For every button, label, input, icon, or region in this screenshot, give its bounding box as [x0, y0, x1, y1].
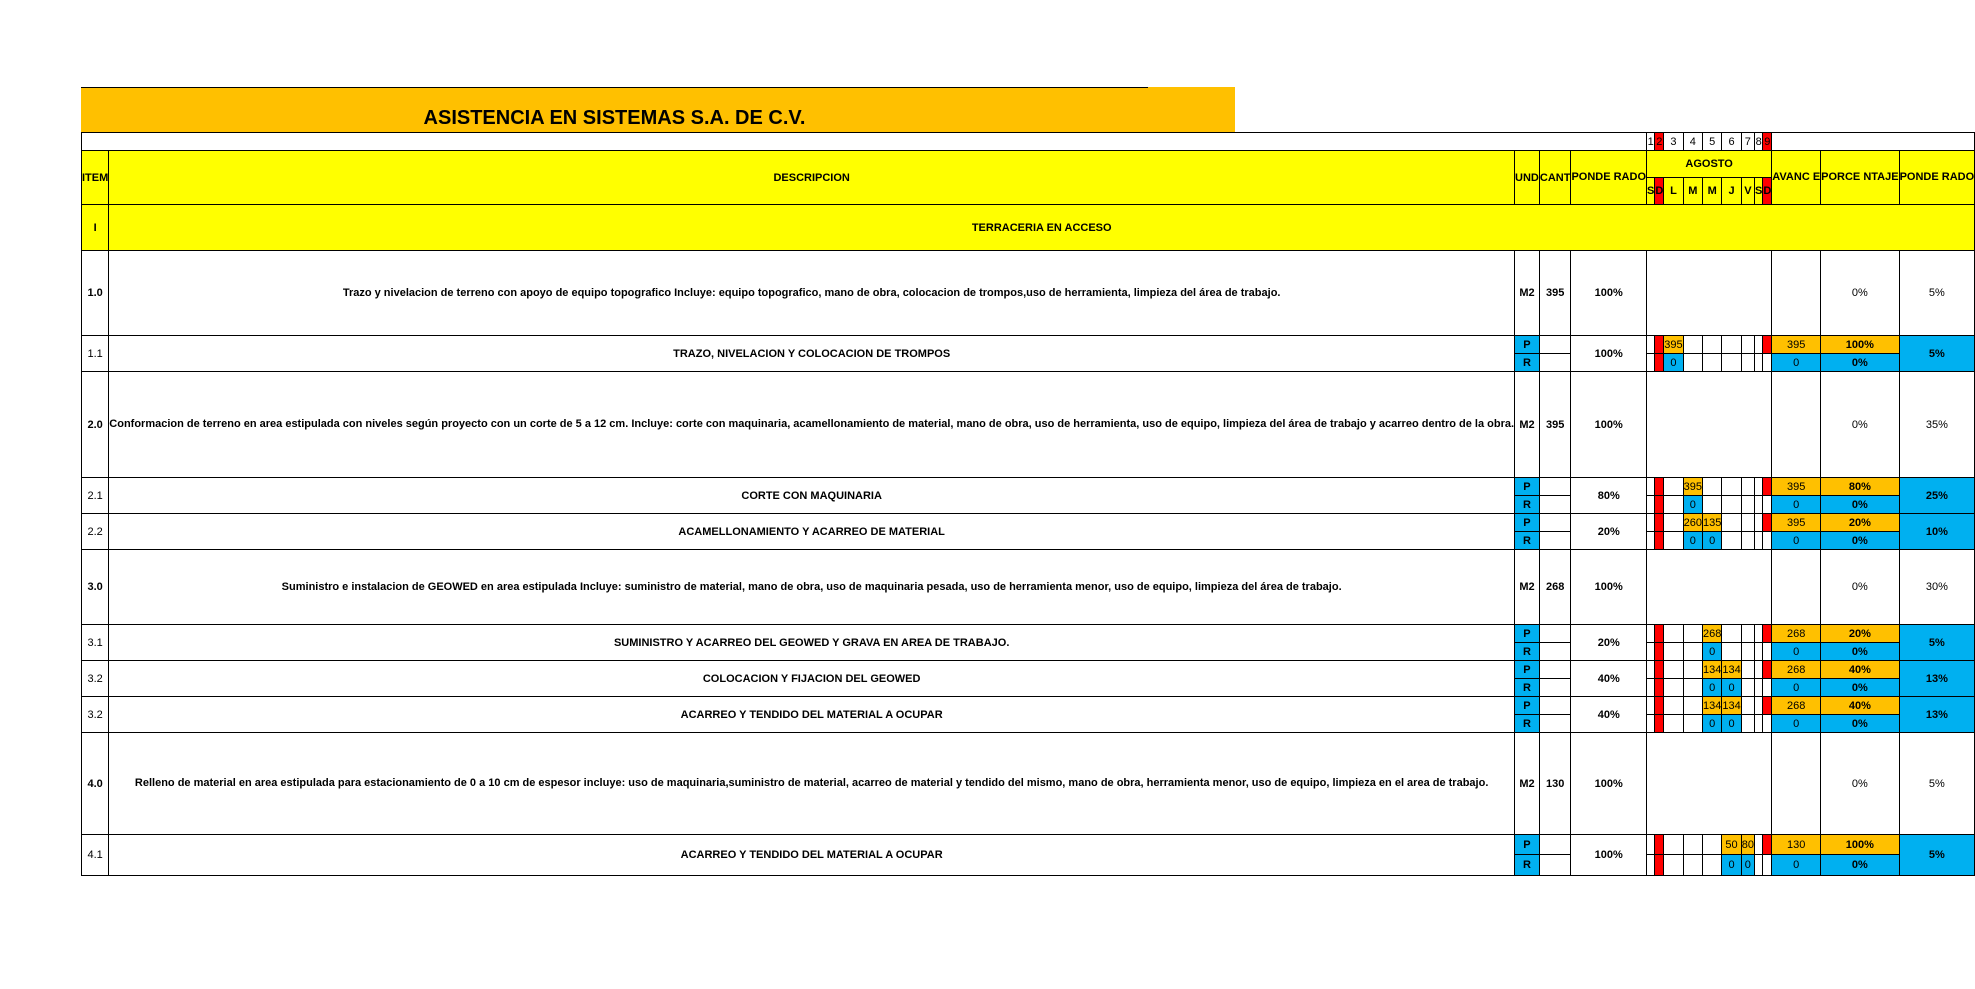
subitem-label: COLOCACION Y FIJACION DEL GEOWED [109, 661, 1515, 697]
real-avance: 0 [1772, 679, 1821, 697]
real-day-value: 0 [1664, 354, 1683, 372]
real-day-value [1647, 496, 1655, 514]
subitem-ponderado: 20% [1571, 625, 1647, 661]
day-number: 1 [1647, 133, 1655, 151]
plan-quantity [1539, 625, 1571, 643]
plan-percent: 80% [1821, 478, 1899, 496]
real-day-value [1754, 354, 1762, 372]
plan-label: P [1515, 625, 1540, 643]
plan-percent: 40% [1821, 661, 1899, 679]
plan-percent: 100% [1821, 835, 1899, 855]
real-day-value [1683, 679, 1702, 697]
subitem-ponderado2: 13% [1899, 697, 1975, 733]
item-unit: M2 [1515, 733, 1540, 835]
plan-percent: 100% [1821, 336, 1899, 354]
item-avance [1772, 733, 1821, 835]
plan-day-value [1763, 514, 1772, 532]
header-ponderado2: PONDE RADO [1899, 151, 1975, 205]
item-ponderado: 100% [1571, 550, 1647, 625]
plan-label: P [1515, 478, 1540, 496]
spacer-cell [82, 133, 1647, 151]
real-day-value [1647, 679, 1655, 697]
plan-day-value [1647, 336, 1655, 354]
real-day-value: 0 [1703, 715, 1722, 733]
day-number: 5 [1703, 133, 1722, 151]
item-porcentaje: 0% [1821, 733, 1899, 835]
header-avance: AVANC E [1772, 151, 1821, 205]
real-day-value [1647, 715, 1655, 733]
plan-avance: 268 [1772, 661, 1821, 679]
header-cant: CANT [1539, 151, 1571, 205]
real-day-value [1664, 715, 1683, 733]
item-unit: M2 [1515, 251, 1540, 336]
section-id: I [82, 205, 109, 251]
item-avance [1772, 372, 1821, 478]
header-descripcion: DESCRIPCION [109, 151, 1515, 205]
plan-day-value: 134 [1703, 697, 1722, 715]
real-percent: 0% [1821, 354, 1899, 372]
real-day-value [1647, 354, 1655, 372]
real-day-value [1664, 855, 1683, 876]
item-description: Trazo y nivelacion de terreno con apoyo de equipo topografico Incluye: equipo topografico, mano de obra, colocacion de trompos,uso de herramienta, limpieza del área de trabajo. [109, 251, 1515, 336]
plan-day-value: 134 [1703, 661, 1722, 679]
real-day-value [1763, 715, 1772, 733]
real-label: R [1515, 643, 1540, 661]
real-day-value [1754, 532, 1762, 550]
plan-day-value [1754, 835, 1762, 855]
day-number: 4 [1683, 133, 1702, 151]
plan-label: P [1515, 835, 1540, 855]
subitem-ponderado2: 5% [1899, 835, 1975, 876]
subitem-id: 3.1 [82, 625, 109, 661]
day-number: 8 [1754, 133, 1762, 151]
real-day-value [1647, 532, 1655, 550]
real-quantity [1539, 532, 1571, 550]
day-letter: D [1763, 178, 1772, 205]
schedule-table [81, 132, 1975, 876]
item-quantity: 268 [1539, 550, 1571, 625]
plan-day-value [1647, 697, 1655, 715]
plan-day-value [1754, 697, 1762, 715]
banner-top-border [81, 87, 1148, 88]
plan-day-value [1763, 661, 1772, 679]
real-day-value [1664, 679, 1683, 697]
real-day-value [1763, 532, 1772, 550]
header-porcentaje: PORCE NTAJE [1821, 151, 1899, 205]
subitem-id: 2.1 [82, 478, 109, 514]
plan-day-value [1664, 661, 1683, 679]
plan-percent: 40% [1821, 697, 1899, 715]
subitem-label: ACARREO Y TENDIDO DEL MATERIAL A OCUPAR [109, 697, 1515, 733]
item-ponderado: 100% [1571, 733, 1647, 835]
real-day-value [1683, 643, 1702, 661]
plan-day-value [1647, 661, 1655, 679]
real-day-value [1664, 496, 1683, 514]
plan-day-value: 268 [1703, 625, 1722, 643]
plan-day-value [1655, 514, 1664, 532]
plan-percent: 20% [1821, 514, 1899, 532]
plan-day-value [1722, 514, 1741, 532]
item-avance [1772, 251, 1821, 336]
plan-day-value [1655, 661, 1664, 679]
plan-day-value [1647, 835, 1655, 855]
plan-quantity [1539, 514, 1571, 532]
real-label: R [1515, 855, 1540, 876]
real-percent: 0% [1821, 679, 1899, 697]
plan-day-value [1763, 478, 1772, 496]
real-day-value [1722, 643, 1741, 661]
plan-quantity [1539, 697, 1571, 715]
real-label: R [1515, 679, 1540, 697]
real-day-value [1763, 679, 1772, 697]
day-letter: M [1683, 178, 1702, 205]
title-banner [81, 87, 1235, 132]
real-day-value: 0 [1703, 643, 1722, 661]
item-unit: M2 [1515, 372, 1540, 478]
item-quantity: 395 [1539, 372, 1571, 478]
real-day-value [1655, 496, 1664, 514]
real-label: R [1515, 532, 1540, 550]
subitem-label: CORTE CON MAQUINARIA [109, 478, 1515, 514]
plan-day-value [1683, 336, 1702, 354]
day-letter: J [1722, 178, 1741, 205]
plan-quantity [1539, 661, 1571, 679]
real-day-value [1647, 855, 1655, 876]
real-percent: 0% [1821, 643, 1899, 661]
plan-percent: 20% [1821, 625, 1899, 643]
real-percent: 0% [1821, 496, 1899, 514]
real-avance: 0 [1772, 855, 1821, 876]
real-day-value: 0 [1703, 679, 1722, 697]
plan-day-value [1763, 336, 1772, 354]
plan-day-value [1655, 625, 1664, 643]
real-day-value [1655, 354, 1664, 372]
plan-day-value: 260 [1683, 514, 1702, 532]
plan-day-value [1703, 336, 1722, 354]
real-avance: 0 [1772, 715, 1821, 733]
item-quantity: 130 [1539, 733, 1571, 835]
day-number: 6 [1722, 133, 1741, 151]
real-day-value: 0 [1722, 855, 1741, 876]
plan-day-value [1703, 478, 1722, 496]
plan-avance: 395 [1772, 514, 1821, 532]
subitem-ponderado2: 10% [1899, 514, 1975, 550]
item-schedule-blank [1647, 372, 1772, 478]
real-day-value [1655, 643, 1664, 661]
real-day-value [1703, 354, 1722, 372]
plan-day-value: 135 [1703, 514, 1722, 532]
subitem-ponderado2: 25% [1899, 478, 1975, 514]
day-number: 3 [1664, 133, 1683, 151]
real-day-value: 0 [1703, 532, 1722, 550]
item-quantity: 395 [1539, 251, 1571, 336]
item-unit: M2 [1515, 550, 1540, 625]
real-day-value [1655, 532, 1664, 550]
header-und: UND [1515, 151, 1540, 205]
real-quantity [1539, 715, 1571, 733]
plan-day-value [1664, 514, 1683, 532]
plan-quantity [1539, 835, 1571, 855]
plan-avance: 268 [1772, 625, 1821, 643]
subitem-ponderado2: 13% [1899, 661, 1975, 697]
real-quantity [1539, 354, 1571, 372]
plan-day-value [1647, 514, 1655, 532]
plan-day-value [1664, 697, 1683, 715]
item-id: 3.0 [82, 550, 109, 625]
real-day-value: 0 [1683, 496, 1702, 514]
item-id: 2.0 [82, 372, 109, 478]
real-day-value [1741, 643, 1754, 661]
real-day-value [1683, 855, 1702, 876]
document-title: ASISTENCIA EN SISTEMAS S.A. DE C.V. [423, 107, 806, 129]
item-schedule-blank [1647, 733, 1772, 835]
real-label: R [1515, 715, 1540, 733]
item-id: 1.0 [82, 251, 109, 336]
day-letter: V [1741, 178, 1754, 205]
item-ponderado2: 5% [1899, 733, 1975, 835]
plan-avance: 395 [1772, 336, 1821, 354]
plan-day-value [1754, 661, 1762, 679]
real-day-value [1763, 855, 1772, 876]
real-day-value: 0 [1722, 715, 1741, 733]
plan-day-value: 134 [1722, 661, 1741, 679]
plan-day-value [1655, 336, 1664, 354]
subitem-id: 1.1 [82, 336, 109, 372]
item-ponderado2: 30% [1899, 550, 1975, 625]
real-day-value [1741, 532, 1754, 550]
subitem-ponderado2: 5% [1899, 336, 1975, 372]
header-month: AGOSTO [1647, 151, 1772, 178]
plan-day-value [1683, 661, 1702, 679]
plan-day-value: 395 [1664, 336, 1683, 354]
item-schedule-blank [1647, 251, 1772, 336]
item-id: 4.0 [82, 733, 109, 835]
real-day-value [1722, 354, 1741, 372]
plan-day-value [1664, 835, 1683, 855]
plan-day-value: 395 [1683, 478, 1702, 496]
subitem-ponderado: 20% [1571, 514, 1647, 550]
plan-day-value: 50 [1722, 835, 1741, 855]
plan-day-value [1763, 835, 1772, 855]
day-number: 7 [1741, 133, 1754, 151]
plan-day-value [1754, 478, 1762, 496]
real-quantity [1539, 643, 1571, 661]
plan-day-value [1741, 697, 1754, 715]
plan-day-value [1741, 514, 1754, 532]
real-day-value [1722, 532, 1741, 550]
plan-day-value [1683, 835, 1702, 855]
item-description: Relleno de material en area estipulada para estacionamiento de 0 a 10 cm de espesor incluye: uso de maquinaria,suministro de material, acarreo de material y tendido del mismo, mano de obra, herramienta menor, uso de equipo, limpieza en el area de trabajo. [109, 733, 1515, 835]
real-day-value [1722, 496, 1741, 514]
real-quantity [1539, 496, 1571, 514]
real-day-value [1741, 354, 1754, 372]
plan-avance: 130 [1772, 835, 1821, 855]
subitem-ponderado2: 5% [1899, 625, 1975, 661]
plan-day-value [1754, 514, 1762, 532]
day-letter: L [1664, 178, 1683, 205]
real-day-value: 0 [1741, 855, 1754, 876]
real-percent: 0% [1821, 715, 1899, 733]
real-day-value [1683, 354, 1702, 372]
day-letter: S [1754, 178, 1762, 205]
real-percent: 0% [1821, 532, 1899, 550]
real-label: R [1515, 354, 1540, 372]
spacer-cell [1772, 133, 1975, 151]
subitem-id: 4.1 [82, 835, 109, 876]
subitem-ponderado: 40% [1571, 661, 1647, 697]
item-description: Suministro e instalacion de GEOWED en area estipulada Incluye: suministro de material, mano de obra, uso de maquinaria pesada, uso de herramienta menor, uso de equipo, limpieza del área de trabajo. [109, 550, 1515, 625]
plan-day-value [1722, 625, 1741, 643]
real-day-value [1703, 496, 1722, 514]
real-day-value: 0 [1683, 532, 1702, 550]
real-day-value [1763, 354, 1772, 372]
plan-quantity [1539, 478, 1571, 496]
plan-avance: 395 [1772, 478, 1821, 496]
plan-day-value [1655, 835, 1664, 855]
real-day-value [1754, 643, 1762, 661]
plan-day-value [1703, 835, 1722, 855]
item-porcentaje: 0% [1821, 251, 1899, 336]
real-label: R [1515, 496, 1540, 514]
real-day-value: 0 [1722, 679, 1741, 697]
plan-day-value [1741, 336, 1754, 354]
day-number: 2 [1655, 133, 1664, 151]
plan-day-value [1763, 697, 1772, 715]
real-avance: 0 [1772, 496, 1821, 514]
real-day-value [1741, 715, 1754, 733]
section-title: TERRACERIA EN ACCESO [109, 205, 1975, 251]
real-day-value [1763, 496, 1772, 514]
real-avance: 0 [1772, 532, 1821, 550]
item-ponderado2: 35% [1899, 372, 1975, 478]
real-avance: 0 [1772, 354, 1821, 372]
plan-day-value [1741, 478, 1754, 496]
subitem-ponderado: 40% [1571, 697, 1647, 733]
plan-day-value: 134 [1722, 697, 1741, 715]
subitem-ponderado: 100% [1571, 336, 1647, 372]
subitem-id: 2.2 [82, 514, 109, 550]
real-day-value [1664, 643, 1683, 661]
subitem-label: TRAZO, NIVELACION Y COLOCACION DE TROMPOS [109, 336, 1515, 372]
item-description: Conformacion de terreno en area estipulada con niveles según proyecto con un corte de 5 a 12 cm. Incluye: corte con maquinaria, acamellonamiento de material, mano de obra, uso de herramienta, uso de equipo, limpieza del área de trabajo y acarreo dentro de la obra. [109, 372, 1515, 478]
real-day-value [1763, 643, 1772, 661]
real-day-value [1655, 715, 1664, 733]
real-day-value [1754, 855, 1762, 876]
plan-day-value [1741, 625, 1754, 643]
item-porcentaje: 0% [1821, 550, 1899, 625]
header-ponderado: PONDE RADO [1571, 151, 1647, 205]
item-ponderado: 100% [1571, 372, 1647, 478]
plan-day-value: 80 [1741, 835, 1754, 855]
plan-label: P [1515, 336, 1540, 354]
plan-day-value [1722, 478, 1741, 496]
subitem-label: ACARREO Y TENDIDO DEL MATERIAL A OCUPAR [109, 835, 1515, 876]
plan-day-value [1722, 336, 1741, 354]
subitem-label: SUMINISTRO Y ACARREO DEL GEOWED Y GRAVA EN AREA DE TRABAJO. [109, 625, 1515, 661]
real-day-value [1683, 715, 1702, 733]
header-item: ITEM [82, 151, 109, 205]
real-quantity [1539, 679, 1571, 697]
day-number: 9 [1763, 133, 1772, 151]
plan-day-value [1683, 625, 1702, 643]
subitem-id: 3.2 [82, 697, 109, 733]
plan-day-value [1647, 625, 1655, 643]
plan-label: P [1515, 697, 1540, 715]
real-day-value [1655, 855, 1664, 876]
plan-day-value [1683, 697, 1702, 715]
plan-avance: 268 [1772, 697, 1821, 715]
real-day-value [1703, 855, 1722, 876]
item-porcentaje: 0% [1821, 372, 1899, 478]
subitem-ponderado: 80% [1571, 478, 1647, 514]
plan-day-value [1655, 478, 1664, 496]
plan-day-value [1754, 625, 1762, 643]
real-day-value [1754, 715, 1762, 733]
plan-label: P [1515, 661, 1540, 679]
real-day-value [1741, 679, 1754, 697]
real-day-value [1647, 643, 1655, 661]
subitem-id: 3.2 [82, 661, 109, 697]
day-letter: S [1647, 178, 1655, 205]
subitem-ponderado: 100% [1571, 835, 1647, 876]
item-avance [1772, 550, 1821, 625]
day-letter: M [1703, 178, 1722, 205]
item-schedule-blank [1647, 550, 1772, 625]
plan-day-value [1763, 625, 1772, 643]
item-ponderado: 100% [1571, 251, 1647, 336]
plan-day-value [1664, 625, 1683, 643]
plan-day-value [1655, 697, 1664, 715]
real-day-value [1655, 679, 1664, 697]
plan-day-value [1664, 478, 1683, 496]
real-percent: 0% [1821, 855, 1899, 876]
plan-day-value [1647, 478, 1655, 496]
subitem-label: ACAMELLONAMIENTO Y ACARREO DE MATERIAL [109, 514, 1515, 550]
real-day-value [1741, 496, 1754, 514]
plan-quantity [1539, 336, 1571, 354]
day-letter: D [1655, 178, 1664, 205]
plan-day-value [1741, 661, 1754, 679]
plan-day-value [1754, 336, 1762, 354]
plan-label: P [1515, 514, 1540, 532]
real-day-value [1754, 496, 1762, 514]
real-day-value [1754, 679, 1762, 697]
real-quantity [1539, 855, 1571, 876]
real-avance: 0 [1772, 643, 1821, 661]
real-day-value [1664, 532, 1683, 550]
item-ponderado2: 5% [1899, 251, 1975, 336]
